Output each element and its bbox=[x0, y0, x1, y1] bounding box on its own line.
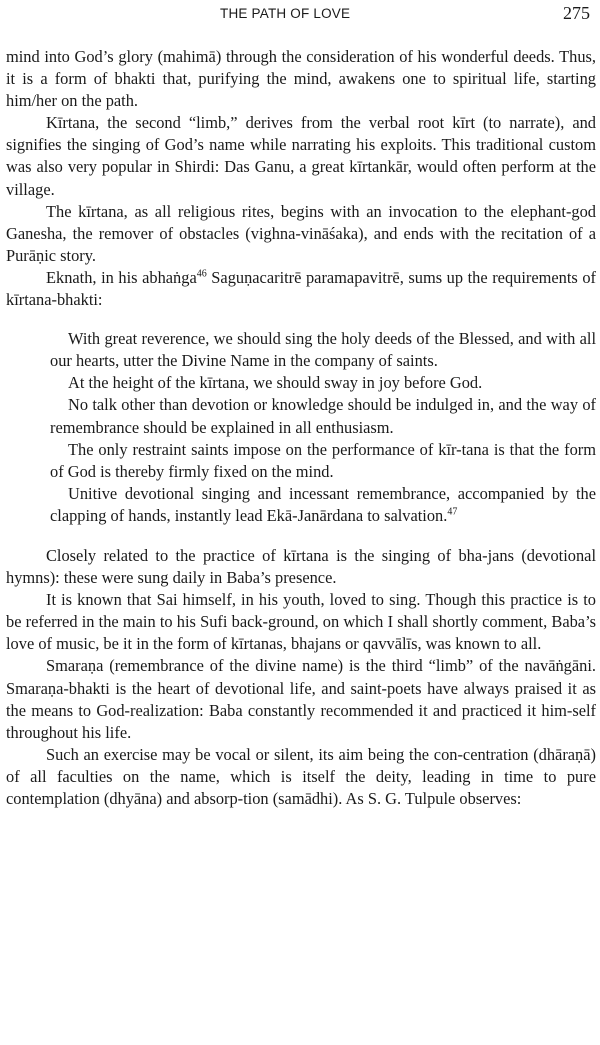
paragraph-text: Saguṇacaritrē paramapavitrē, sums up the requirements of kīrtana-bhakti: bbox=[6, 267, 596, 310]
quote-paragraph: The only restraint saints impose on the performance of kīr-tana is that the form of God is thereby firmly fixed on the mind. bbox=[50, 439, 596, 481]
paragraph bbox=[6, 267, 596, 311]
quote-paragraph: At the height of the kīrtana, we should sway in joy before God. bbox=[68, 373, 483, 393]
block-quote bbox=[50, 328, 596, 527]
paragraph: It is known that Sai himself, in his youth, loved to sing. Though this practice is to be referred in the main to his Sufi back-ground, on which I shall shortly comment, Baba’s love of music, be it in the form of kīrtanas, bhajans or qavvālīs, was known to all. bbox=[6, 590, 596, 654]
body-text bbox=[6, 46, 596, 810]
page-header bbox=[0, 2, 600, 28]
footnote-marker: 46 bbox=[196, 268, 207, 280]
page-number: 275 bbox=[563, 3, 590, 23]
paragraph: Such an exercise may be vocal or silent, its aim being the con-centration (dhāraṇā) of all faculties on the name, which is itself the deity, leading in time to pure contemplation (dhyāna) and absorp-tion (samādhi). As S. G. Tulpule observes: bbox=[6, 744, 596, 808]
paragraph: Closely related to the practice of kīrtana is the singing of bha-jans (devotional hymns): these were sung daily in Baba’s presence. bbox=[6, 545, 596, 588]
footnote-marker: 47 bbox=[447, 506, 458, 518]
quote-paragraph: With great reverence, we should sing the holy deeds of the Blessed, and with all our hearts, utter the Divine Name in the company of saints. bbox=[50, 329, 596, 371]
running-head: THE PATH OF LOVE bbox=[220, 6, 351, 21]
quote-text: Unitive devotional singing and incessant remembrance, accompanied by the clapping of hands, instantly lead Ekā-Janārdana to salvation. bbox=[50, 483, 596, 525]
paragraph-text: Eknath, in his abhaṅga bbox=[46, 267, 197, 287]
paragraph: Smaraṇa (remembrance of the divine name) is the third “limb” of the navāṅgāni. Smaraṇa-bhakti is the heart of devotional life, and saint-poets have always praised it as the means to God-realization: Baba constantly recommended it and practiced it him-self throughout his life. bbox=[6, 656, 596, 742]
paragraph: Kīrtana, the second “limb,” derives from the verbal root kīrt (to narrate), and signifies the singing of God’s name while narrating his exploits. This traditional custom was also very popular in Shirdi: Das Ganu, a great kīrtankār, would often perform at the village. bbox=[6, 113, 596, 199]
quote-paragraph bbox=[50, 483, 596, 527]
paragraph: mind into God’s glory (mahimā) through the consideration of his wonderful deeds. Thus, it is a form of bhakti that, purifying the mind, awakens one to spiritual life, starting him/her on the path. bbox=[6, 47, 596, 111]
paragraph: The kīrtana, as all religious rites, begins with an invocation to the elephant-god Ganesha, the remover of obstacles (vighna-vināśaka), and ends with the recitation of a Purāṇic story. bbox=[6, 201, 596, 265]
quote-paragraph: No talk other than devotion or knowledge should be indulged in, and the way of remembrance should be explained in all enthusiasm. bbox=[50, 395, 596, 437]
